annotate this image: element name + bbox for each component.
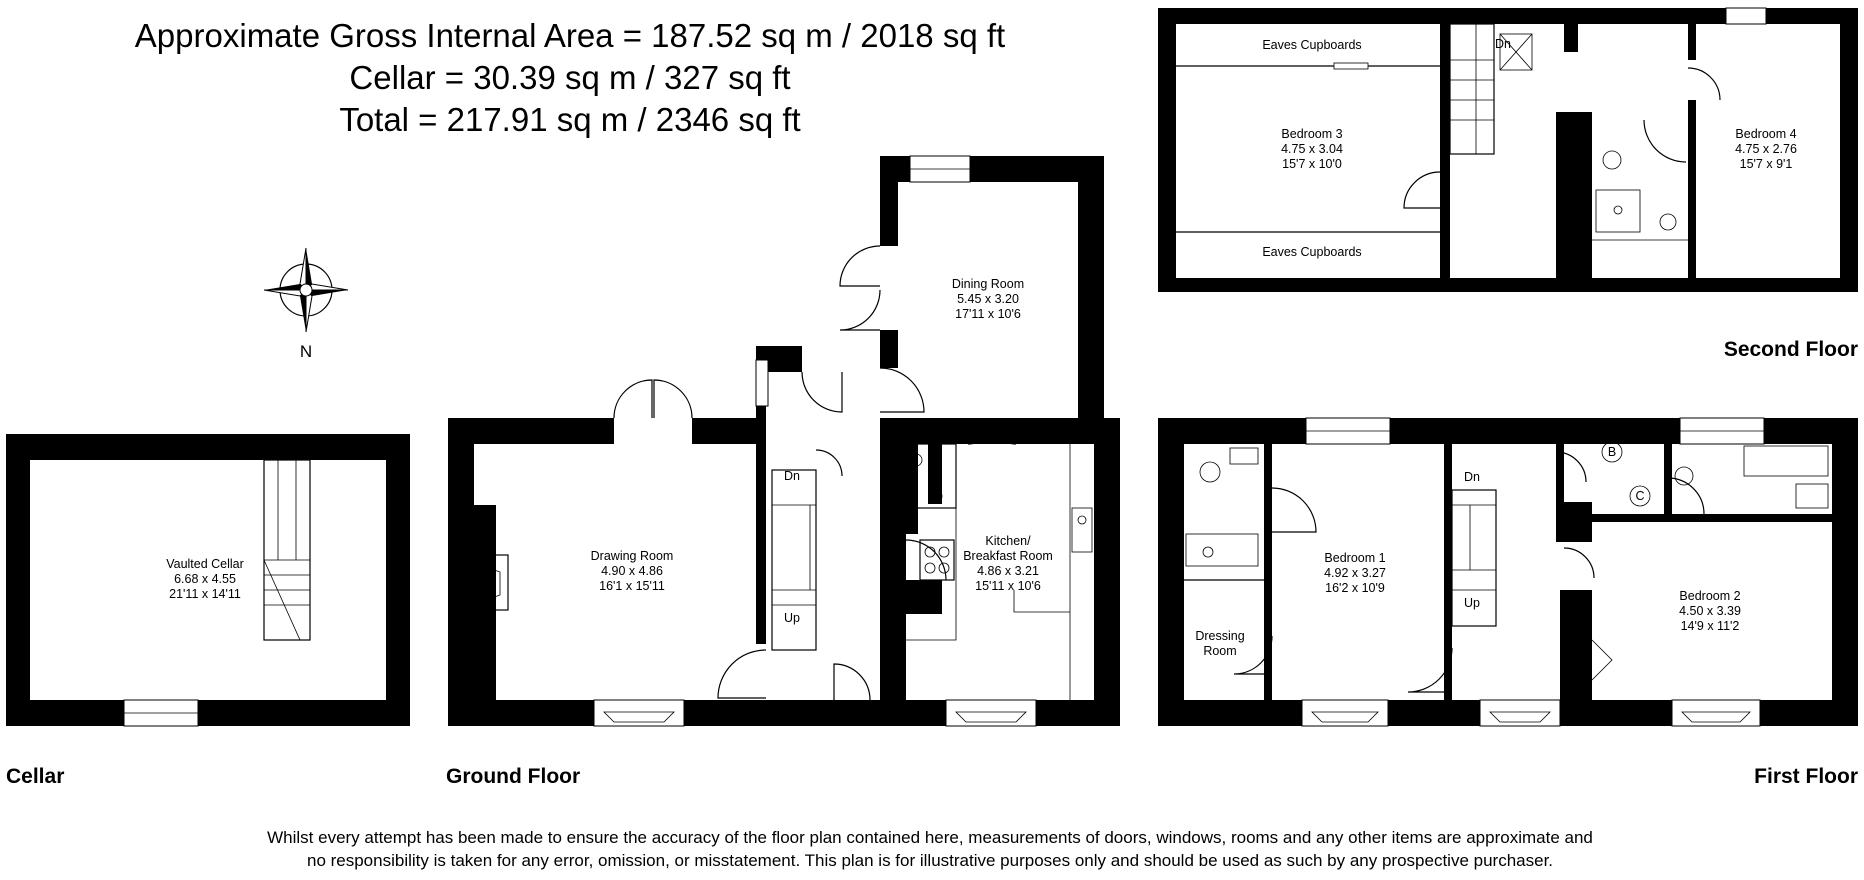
disclaimer-line1: Whilst every attempt has been made to ensure the accuracy of the floor plan contained here, measurements of doors, windows, rooms and any other items are approximate and [267,828,1593,847]
eaves-top-label: Eaves Cupboards [1262,38,1362,52]
drawing-room-imperial: 16'1 x 15'11 [599,579,665,593]
total-area-line: Total = 217.91 sq m / 2346 sq ft [339,101,801,138]
ground-floor-plan [448,156,1120,726]
kitchen-name-line1: Kitchen/ [985,534,1031,548]
first-floor-label: First Floor [1754,765,1858,788]
gross-area-line: Approximate Gross Internal Area = 187.52 sq m / 2018 sq ft [134,17,1006,54]
dining-room-name: Dining Room [951,277,1025,291]
bedroom1-name: Bedroom 1 [1324,551,1386,565]
second-stairs-dn: Dn [1495,37,1511,51]
cylinder-label: C [1635,489,1645,503]
vaulted-cellar-name: Vaulted Cellar [166,557,244,571]
cellar-area-line: Cellar = 30.39 sq m / 327 sq ft [349,59,791,96]
first-floor-plan [1158,418,1858,726]
kitchen-imperial: 15'11 x 10'6 [975,579,1041,593]
dining-room-metric: 5.45 x 3.20 [957,292,1019,306]
cellar-floor-label: Cellar [6,765,65,788]
vaulted-cellar-metric: 6.68 x 4.55 [174,572,236,586]
bedroom2-metric: 4.50 x 3.39 [1679,604,1741,618]
kitchen-name-line2: Breakfast Room [963,549,1053,563]
ground-floor-label: Ground Floor [446,765,581,788]
dressing-room-line1: Dressing [1195,629,1245,643]
bedroom1-metric: 4.92 x 3.27 [1324,566,1386,580]
disclaimer-line2: no responsibility is taken for any error, omission, or misstatement. This plan is for illustrative purposes only and should be used as such by any prospective purchaser. [306,851,1554,870]
bedroom3-metric: 4.75 x 3.04 [1281,142,1343,156]
bedroom3-name: Bedroom 3 [1281,127,1343,141]
bedroom4-metric: 4.75 x 2.76 [1735,142,1797,156]
boiler-label: B [1607,445,1617,459]
ground-stairs-dn: Dn [784,469,800,483]
compass-north-label: N [299,342,313,361]
bedroom2-name: Bedroom 2 [1679,589,1741,603]
first-stairs-dn: Dn [1464,470,1480,484]
first-stairs-up: Up [1464,596,1480,610]
bedroom4-imperial: 15'7 x 9'1 [1739,157,1793,171]
bedroom2-imperial: 14'9 x 11'2 [1680,619,1740,633]
dressing-room-line2: Room [1203,644,1237,658]
drawing-room-name: Drawing Room [590,549,674,563]
drawing-room-metric: 4.90 x 4.86 [601,564,663,578]
disclaimer [150,826,1710,872]
kitchen-metric: 4.86 x 3.21 [977,564,1039,578]
bedroom4-name: Bedroom 4 [1735,127,1797,141]
ground-stairs-up: Up [784,611,800,625]
eaves-bottom-label: Eaves Cupboards [1262,245,1362,259]
bedroom1-imperial: 16'2 x 10'9 [1325,581,1385,595]
dining-room-imperial: 17'11 x 10'6 [955,307,1021,321]
compass-rose-icon [264,248,348,332]
second-floor-label: Second Floor [1723,338,1858,361]
vaulted-cellar-imperial: 21'11 x 14'11 [169,587,241,601]
bedroom3-imperial: 15'7 x 10'0 [1282,157,1342,171]
